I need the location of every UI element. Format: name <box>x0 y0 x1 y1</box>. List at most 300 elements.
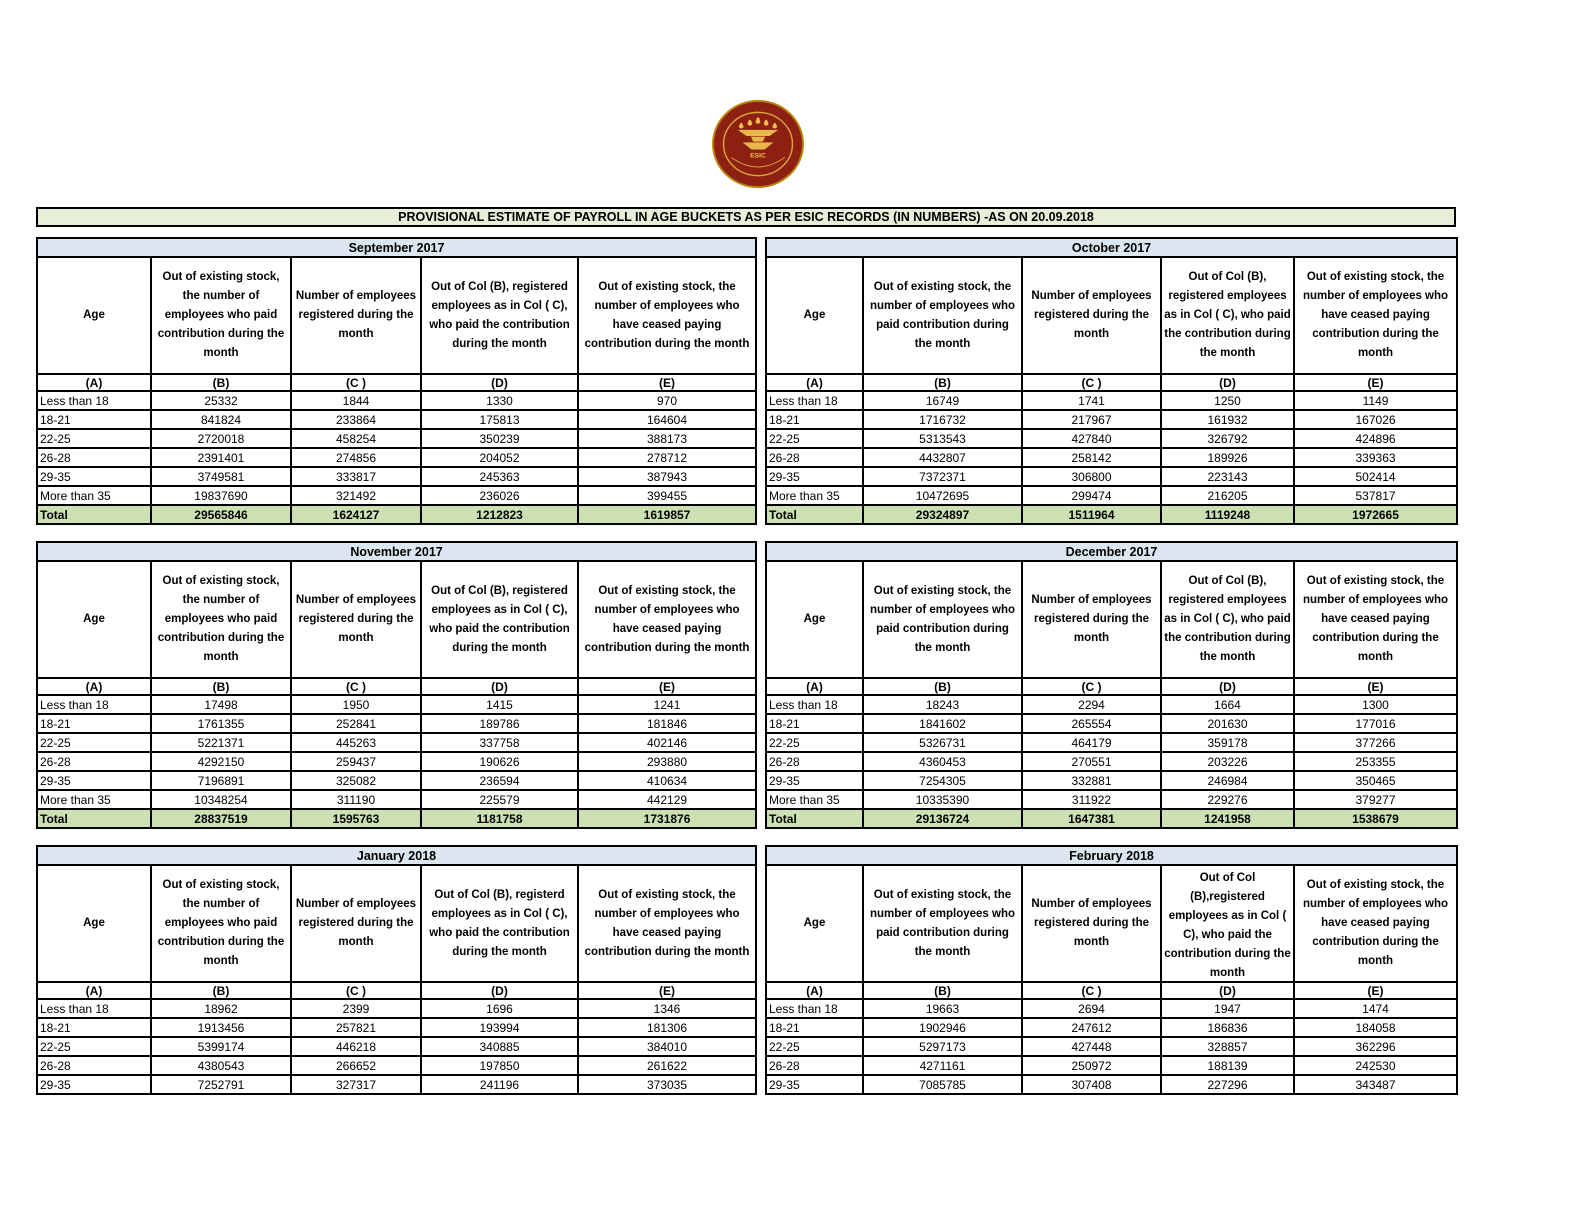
column-header-text: Out of existing stock, the number of employees who have ceased paying contribution during the month <box>1302 575 1449 663</box>
age-cell: 18-21 <box>766 410 863 429</box>
value-cell: 19663 <box>863 999 1022 1018</box>
table-row <box>37 1056 756 1075</box>
total-row <box>766 505 1457 524</box>
age-cell: 22-25 <box>37 429 151 448</box>
value-cell: 1149 <box>1294 391 1457 410</box>
value-cell: 184058 <box>1294 1018 1457 1037</box>
column-letter-cell: (D) <box>1161 374 1294 391</box>
column-letter-cell: (A) <box>37 678 151 695</box>
table-september-2017 <box>36 237 757 525</box>
month-header: November 2017 <box>37 542 756 561</box>
total-value-cell: 1241958 <box>1161 809 1294 828</box>
value-cell: 270551 <box>1022 752 1161 771</box>
total-value-cell: 29324897 <box>863 505 1022 524</box>
value-cell: 242530 <box>1294 1056 1457 1075</box>
age-cell: More than 35 <box>37 790 151 809</box>
value-cell: 203226 <box>1161 752 1294 771</box>
total-row <box>766 809 1457 828</box>
value-cell: 1844 <box>291 391 421 410</box>
table-row <box>766 999 1457 1018</box>
value-cell: 236594 <box>421 771 578 790</box>
age-cell: 22-25 <box>766 733 863 752</box>
age-cell: 26-28 <box>37 752 151 771</box>
age-cell: Less than 18 <box>766 999 863 1018</box>
column-header-text: Out of Col (B), registerd employees as in Col ( C), who paid the contribution during the month <box>429 888 570 958</box>
column-letter-cell: (A) <box>766 982 863 999</box>
value-cell: 274856 <box>291 448 421 467</box>
column-letter-cell: (E) <box>1294 982 1457 999</box>
value-cell: 164604 <box>578 410 756 429</box>
age-cell: Less than 18 <box>37 391 151 410</box>
column-letter-cell: (C ) <box>291 678 421 695</box>
age-cell: 29-35 <box>766 1075 863 1094</box>
total-value-cell: 1511964 <box>1022 505 1161 524</box>
value-cell: 181306 <box>578 1018 756 1037</box>
value-cell: 410634 <box>578 771 756 790</box>
age-cell: 18-21 <box>766 1018 863 1037</box>
age-header-cell <box>766 561 863 678</box>
value-cell: 225579 <box>421 790 578 809</box>
value-cell: 236026 <box>421 486 578 505</box>
column-header-cell <box>1022 865 1161 982</box>
column-header-cell <box>151 257 291 374</box>
column-letter-cell: (E) <box>578 374 756 391</box>
column-letter-cell: (B) <box>151 678 291 695</box>
value-cell: 253355 <box>1294 752 1457 771</box>
column-header-cell <box>863 257 1022 374</box>
value-cell: 259437 <box>291 752 421 771</box>
column-header-text: Age <box>83 917 105 929</box>
column-letter-cell: (B) <box>863 678 1022 695</box>
esic-logo <box>710 98 806 190</box>
value-cell: 1241 <box>578 695 756 714</box>
column-header-cell <box>421 865 578 982</box>
value-cell: 445263 <box>291 733 421 752</box>
value-cell: 204052 <box>421 448 578 467</box>
total-row <box>37 809 756 828</box>
column-header-text: Out of existing stock, the number of employees who paid contribution during the month <box>157 879 285 967</box>
value-cell: 7085785 <box>863 1075 1022 1094</box>
column-letter-cell: (D) <box>421 678 578 695</box>
value-cell: 5313543 <box>863 429 1022 448</box>
value-cell: 233864 <box>291 410 421 429</box>
total-value-cell: 28837519 <box>151 809 291 828</box>
column-letter-cell: (A) <box>766 374 863 391</box>
value-cell: 293880 <box>578 752 756 771</box>
value-cell: 1913456 <box>151 1018 291 1037</box>
value-cell: 2294 <box>1022 695 1161 714</box>
table-row <box>766 391 1457 410</box>
age-header-cell <box>37 257 151 374</box>
value-cell: 17498 <box>151 695 291 714</box>
age-cell: More than 35 <box>37 486 151 505</box>
value-cell: 10335390 <box>863 790 1022 809</box>
column-header-text: Out of existing stock, the number of employees who paid contribution during the month <box>869 584 1016 654</box>
value-cell: 18243 <box>863 695 1022 714</box>
table-row <box>37 1037 756 1056</box>
age-cell: 18-21 <box>37 714 151 733</box>
value-cell: 5326731 <box>863 733 1022 752</box>
value-cell: 189786 <box>421 714 578 733</box>
value-cell: 161932 <box>1161 410 1294 429</box>
total-label-cell: Total <box>37 505 151 524</box>
value-cell: 5221371 <box>151 733 291 752</box>
value-cell: 340885 <box>421 1037 578 1056</box>
table-row <box>37 486 756 505</box>
total-value-cell: 1624127 <box>291 505 421 524</box>
age-cell: Less than 18 <box>37 999 151 1018</box>
value-cell: 299474 <box>1022 486 1161 505</box>
total-value-cell: 29565846 <box>151 505 291 524</box>
column-header-text: Out of existing stock, the number of employees who paid contribution during the month <box>869 280 1016 350</box>
age-header-cell <box>37 561 151 678</box>
column-header-text: Age <box>803 613 826 625</box>
column-header-text: Out of existing stock, the number of employees who paid contribution during the month <box>869 888 1016 958</box>
value-cell: 223143 <box>1161 467 1294 486</box>
value-cell: 337758 <box>421 733 578 752</box>
value-cell: 1950 <box>291 695 421 714</box>
total-value-cell: 29136724 <box>863 809 1022 828</box>
column-header-text: Number of employees registered during the month <box>1031 898 1152 948</box>
age-cell: Less than 18 <box>766 391 863 410</box>
table-row <box>766 1056 1457 1075</box>
column-header-cell <box>863 865 1022 982</box>
column-header-cell <box>1161 561 1294 678</box>
age-header-cell <box>37 865 151 982</box>
value-cell: 257821 <box>291 1018 421 1037</box>
column-header-text: Out of Col (B), registered employees as in Col ( C), who paid the contribution during the month <box>429 280 570 350</box>
table-row <box>766 486 1457 505</box>
value-cell: 841824 <box>151 410 291 429</box>
column-letter-cell: (D) <box>421 374 578 391</box>
age-header-cell <box>766 257 863 374</box>
column-header-text: Number of employees registered during the month <box>295 898 417 948</box>
value-cell: 343487 <box>1294 1075 1457 1094</box>
total-value-cell: 1619857 <box>578 505 756 524</box>
table-row <box>37 714 756 733</box>
value-cell: 970 <box>578 391 756 410</box>
value-cell: 258142 <box>1022 448 1161 467</box>
column-header-text: Out of existing stock, the number of employees who paid contribution during the month <box>157 271 285 359</box>
age-cell: 26-28 <box>766 448 863 467</box>
value-cell: 399455 <box>578 486 756 505</box>
age-cell: 26-28 <box>37 448 151 467</box>
value-cell: 252841 <box>291 714 421 733</box>
age-cell: 22-25 <box>37 1037 151 1056</box>
total-value-cell: 1595763 <box>291 809 421 828</box>
value-cell: 261622 <box>578 1056 756 1075</box>
column-header-text: Number of employees registered during the month <box>295 290 417 340</box>
total-label-cell: Total <box>766 809 863 828</box>
column-letter-cell: (A) <box>37 374 151 391</box>
value-cell: 245363 <box>421 467 578 486</box>
value-cell: 377266 <box>1294 733 1457 752</box>
value-cell: 350465 <box>1294 771 1457 790</box>
table-row <box>37 999 756 1018</box>
table-row <box>37 1018 756 1037</box>
value-cell: 3749581 <box>151 467 291 486</box>
column-header-text: Out of existing stock, the number of employees who have ceased paying contribution during the month <box>1302 879 1449 967</box>
column-header-cell <box>1022 561 1161 678</box>
value-cell: 1300 <box>1294 695 1457 714</box>
table-row <box>766 695 1457 714</box>
value-cell: 1841602 <box>863 714 1022 733</box>
column-letter-cell: (B) <box>151 982 291 999</box>
column-header-cell <box>1294 865 1457 982</box>
value-cell: 362296 <box>1294 1037 1457 1056</box>
column-header-cell <box>1294 257 1457 374</box>
age-cell: 18-21 <box>37 410 151 429</box>
column-header-text: Out of Col (B), registered employees as in Col ( C), who paid the contribution during the month <box>429 584 570 654</box>
column-letter-cell: (E) <box>1294 374 1457 391</box>
age-cell: 29-35 <box>37 467 151 486</box>
month-table <box>765 541 1458 829</box>
value-cell: 4360453 <box>863 752 1022 771</box>
value-cell: 427448 <box>1022 1037 1161 1056</box>
value-cell: 7254305 <box>863 771 1022 790</box>
value-cell: 350239 <box>421 429 578 448</box>
age-cell: 22-25 <box>766 429 863 448</box>
column-header-text: Age <box>83 309 105 321</box>
column-header-cell <box>151 865 291 982</box>
age-cell: 26-28 <box>766 1056 863 1075</box>
value-cell: 247612 <box>1022 1018 1161 1037</box>
age-cell: Less than 18 <box>37 695 151 714</box>
column-header-cell <box>578 561 756 678</box>
value-cell: 1415 <box>421 695 578 714</box>
column-header-text: Out of Col (B), registered employees as in Col ( C), who paid the contribution during the month <box>1164 575 1291 663</box>
column-header-text: Out of Col (B),registered employees as in Col ( C), who paid the contribution during the month <box>1164 871 1291 979</box>
age-cell: 18-21 <box>37 1018 151 1037</box>
value-cell: 1664 <box>1161 695 1294 714</box>
value-cell: 7252791 <box>151 1075 291 1094</box>
table-row <box>766 752 1457 771</box>
value-cell: 2391401 <box>151 448 291 467</box>
age-cell: More than 35 <box>766 486 863 505</box>
table-row <box>766 1037 1457 1056</box>
age-cell: 18-21 <box>766 714 863 733</box>
column-letter-cell: (E) <box>578 678 756 695</box>
column-letter-cell: (A) <box>37 982 151 999</box>
value-cell: 216205 <box>1161 486 1294 505</box>
age-cell: 26-28 <box>766 752 863 771</box>
value-cell: 10472695 <box>863 486 1022 505</box>
value-cell: 333817 <box>291 467 421 486</box>
value-cell: 537817 <box>1294 486 1457 505</box>
table-row <box>766 410 1457 429</box>
value-cell: 502414 <box>1294 467 1457 486</box>
value-cell: 7196891 <box>151 771 291 790</box>
value-cell: 229276 <box>1161 790 1294 809</box>
column-header-cell <box>578 257 756 374</box>
value-cell: 359178 <box>1161 733 1294 752</box>
month-table <box>36 845 757 1095</box>
table-october-2017 <box>765 237 1458 525</box>
value-cell: 250972 <box>1022 1056 1161 1075</box>
age-cell: More than 35 <box>766 790 863 809</box>
value-cell: 186836 <box>1161 1018 1294 1037</box>
age-cell: 22-25 <box>37 733 151 752</box>
value-cell: 4380543 <box>151 1056 291 1075</box>
age-cell: 29-35 <box>766 771 863 790</box>
column-header-cell <box>1161 865 1294 982</box>
column-header-text: Out of existing stock, the number of employees who have ceased paying contribution during the month <box>584 280 750 350</box>
column-letter-cell: (C ) <box>291 982 421 999</box>
table-january-2018 <box>36 845 757 1095</box>
value-cell: 265554 <box>1022 714 1161 733</box>
column-header-text: Age <box>803 917 826 929</box>
value-cell: 339363 <box>1294 448 1457 467</box>
value-cell: 217967 <box>1022 410 1161 429</box>
value-cell: 1761355 <box>151 714 291 733</box>
value-cell: 384010 <box>578 1037 756 1056</box>
value-cell: 1741 <box>1022 391 1161 410</box>
column-header-cell <box>1022 257 1161 374</box>
column-header-cell <box>291 865 421 982</box>
column-letter-cell: (C ) <box>1022 374 1161 391</box>
value-cell: 2720018 <box>151 429 291 448</box>
value-cell: 5297173 <box>863 1037 1022 1056</box>
column-header-cell <box>151 561 291 678</box>
value-cell: 1250 <box>1161 391 1294 410</box>
column-letter-cell: (B) <box>863 982 1022 999</box>
total-label-cell: Total <box>766 505 863 524</box>
column-header-text: Out of Col (B), registered employees as in Col ( C), who paid the contribution during the month <box>1164 271 1291 359</box>
table-row <box>766 1018 1457 1037</box>
value-cell: 388173 <box>578 429 756 448</box>
column-letter-cell: (D) <box>421 982 578 999</box>
column-header-text: Out of existing stock, the number of employees who have ceased paying contribution during the month <box>584 584 750 654</box>
month-table <box>765 237 1458 525</box>
value-cell: 2694 <box>1022 999 1161 1018</box>
column-header-cell <box>291 561 421 678</box>
column-letter-cell: (A) <box>766 678 863 695</box>
column-letter-cell: (C ) <box>291 374 421 391</box>
column-header-text: Number of employees registered during the month <box>295 594 417 644</box>
column-letter-cell: (B) <box>863 374 1022 391</box>
value-cell: 19837690 <box>151 486 291 505</box>
value-cell: 190626 <box>421 752 578 771</box>
total-value-cell: 1647381 <box>1022 809 1161 828</box>
value-cell: 266652 <box>291 1056 421 1075</box>
column-header-cell <box>421 257 578 374</box>
column-letter-cell: (D) <box>1161 982 1294 999</box>
value-cell: 10348254 <box>151 790 291 809</box>
table-row <box>37 695 756 714</box>
table-row <box>766 771 1457 790</box>
table-row <box>766 733 1457 752</box>
value-cell: 227296 <box>1161 1075 1294 1094</box>
value-cell: 4292150 <box>151 752 291 771</box>
value-cell: 321492 <box>291 486 421 505</box>
value-cell: 201630 <box>1161 714 1294 733</box>
value-cell: 197850 <box>421 1056 578 1075</box>
table-row <box>37 467 756 486</box>
age-cell: 29-35 <box>37 771 151 790</box>
value-cell: 328857 <box>1161 1037 1294 1056</box>
table-row <box>766 448 1457 467</box>
total-value-cell: 1181758 <box>421 809 578 828</box>
table-row <box>37 429 756 448</box>
month-table <box>36 237 757 525</box>
table-november-2017 <box>36 541 757 829</box>
value-cell: 4432807 <box>863 448 1022 467</box>
total-value-cell: 1119248 <box>1161 505 1294 524</box>
document-title: PROVISIONAL ESTIMATE OF PAYROLL IN AGE BUCKETS AS PER ESIC RECORDS (IN NUMBERS) -AS ON 20.09.2018 <box>36 207 1456 227</box>
table-row <box>37 391 756 410</box>
value-cell: 1947 <box>1161 999 1294 1018</box>
column-header-cell <box>1294 561 1457 678</box>
column-header-text: Age <box>803 309 826 321</box>
value-cell: 458254 <box>291 429 421 448</box>
month-header: December 2017 <box>766 542 1457 561</box>
value-cell: 332881 <box>1022 771 1161 790</box>
total-value-cell: 1731876 <box>578 809 756 828</box>
column-header-text: Number of employees registered during the month <box>1031 594 1152 644</box>
value-cell: 241196 <box>421 1075 578 1094</box>
value-cell: 16749 <box>863 391 1022 410</box>
value-cell: 424896 <box>1294 429 1457 448</box>
value-cell: 325082 <box>291 771 421 790</box>
table-row <box>37 752 756 771</box>
month-table <box>36 541 757 829</box>
table-february-2018 <box>765 845 1458 1095</box>
value-cell: 1330 <box>421 391 578 410</box>
value-cell: 188139 <box>1161 1056 1294 1075</box>
month-header: September 2017 <box>37 238 756 257</box>
table-row <box>766 1075 1457 1094</box>
value-cell: 307408 <box>1022 1075 1161 1094</box>
month-header: February 2018 <box>766 846 1457 865</box>
age-header-cell <box>766 865 863 982</box>
value-cell: 402146 <box>578 733 756 752</box>
column-letter-cell: (D) <box>1161 678 1294 695</box>
age-cell: 29-35 <box>766 467 863 486</box>
month-header: January 2018 <box>37 846 756 865</box>
table-row <box>766 790 1457 809</box>
value-cell: 446218 <box>291 1037 421 1056</box>
column-letter-cell: (B) <box>151 374 291 391</box>
total-value-cell: 1972665 <box>1294 505 1457 524</box>
table-row <box>766 429 1457 448</box>
value-cell: 1902946 <box>863 1018 1022 1037</box>
column-header-cell <box>1161 257 1294 374</box>
table-row <box>37 771 756 790</box>
value-cell: 278712 <box>578 448 756 467</box>
value-cell: 7372371 <box>863 467 1022 486</box>
month-table <box>765 845 1458 1095</box>
value-cell: 306800 <box>1022 467 1161 486</box>
table-december-2017 <box>765 541 1458 829</box>
column-header-cell <box>578 865 756 982</box>
value-cell: 18962 <box>151 999 291 1018</box>
value-cell: 387943 <box>578 467 756 486</box>
value-cell: 311190 <box>291 790 421 809</box>
column-header-text: Number of employees registered during the month <box>1031 290 1152 340</box>
value-cell: 4271161 <box>863 1056 1022 1075</box>
svg-text:ESIC: ESIC <box>750 152 766 160</box>
table-row <box>37 790 756 809</box>
table-row <box>37 733 756 752</box>
value-cell: 175813 <box>421 410 578 429</box>
column-letter-cell: (E) <box>1294 678 1457 695</box>
column-letter-cell: (E) <box>578 982 756 999</box>
column-header-cell <box>863 561 1022 678</box>
value-cell: 1346 <box>578 999 756 1018</box>
table-row <box>37 1075 756 1094</box>
value-cell: 464179 <box>1022 733 1161 752</box>
value-cell: 1474 <box>1294 999 1457 1018</box>
